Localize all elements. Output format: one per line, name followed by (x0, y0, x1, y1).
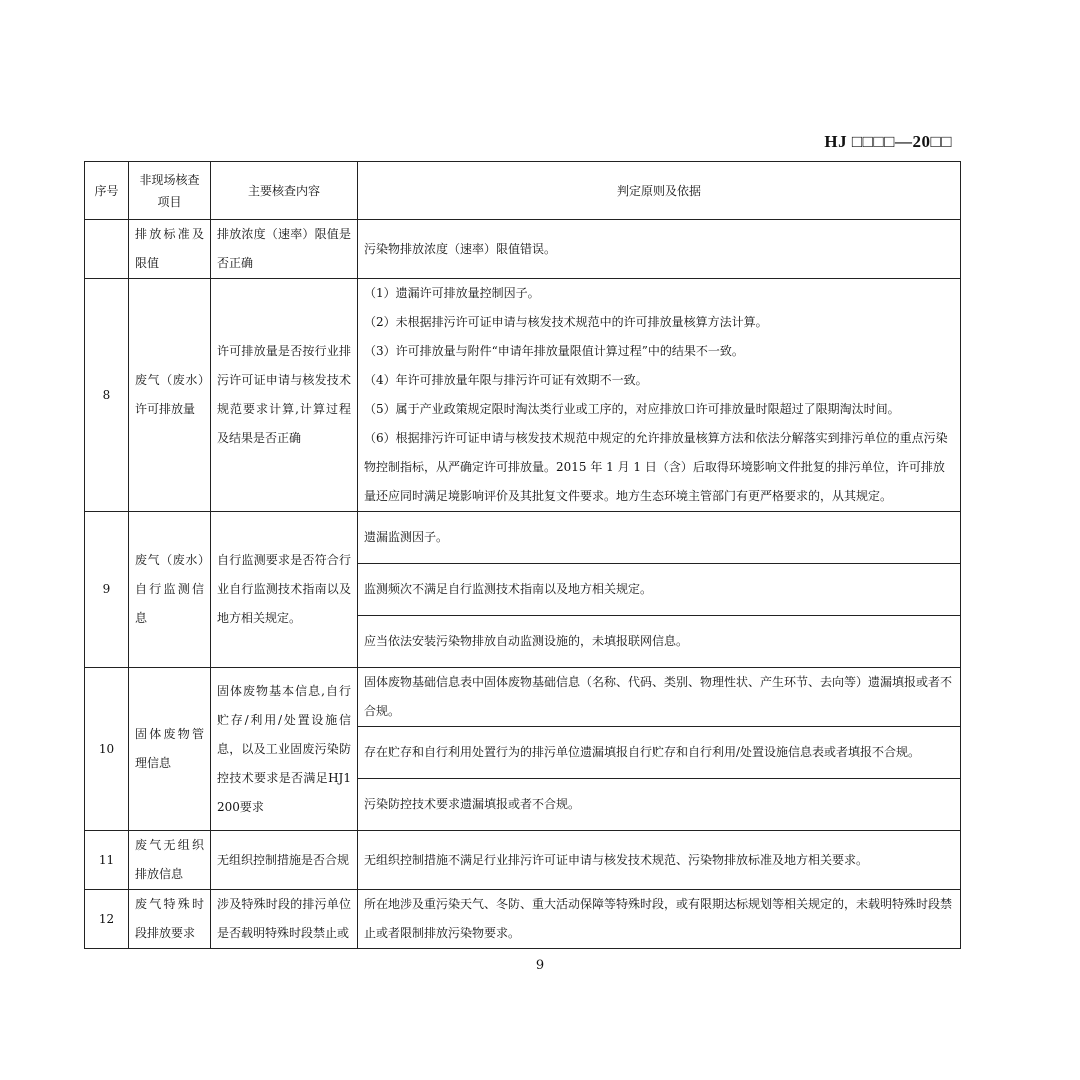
table-row (85, 220, 961, 279)
row-number: 9 (85, 512, 129, 668)
row-item: 固体废物管理信息 (129, 668, 211, 831)
row-criteria (358, 279, 961, 512)
row-criteria: 存在贮存和自行利用处置行为的排污单位遗漏填报自行贮存和自行利用/处置设施信息表或者填报不合规。 (358, 727, 961, 779)
row-item: 废气无组织排放信息 (129, 831, 211, 890)
column-header-item: 非现场核查项目 (129, 162, 211, 220)
row-content: 自行监测要求是否符合行业自行监测技术指南以及地方相关规定。 (211, 512, 358, 668)
row-criteria: 应当依法安装污染物排放自动监测设施的，未填报联网信息。 (358, 616, 961, 668)
table-row (85, 512, 961, 564)
column-header-content: 主要核查内容 (211, 162, 358, 220)
criteria-line: （2）未根据排污许可证申请与核发技术规范中的许可排放量核算方法计算。 (364, 315, 768, 329)
row-content: 涉及特殊时段的排污单位是否载明特殊时段禁止或 (211, 890, 358, 949)
row-number: 8 (85, 279, 129, 512)
row-item: 排放标准及限值 (129, 220, 211, 279)
row-criteria: 监测频次不满足自行监测技术指南以及地方相关规定。 (358, 564, 961, 616)
column-header-criteria: 判定原则及依据 (358, 162, 961, 220)
row-criteria: 无组织控制措施不满足行业排污许可证申请与核发技术规范、污染物排放标准及地方相关要求。 (358, 831, 961, 890)
row-criteria: 污染物排放浓度（速率）限值错误。 (358, 220, 961, 279)
row-content: 无组织控制措施是否合规 (211, 831, 358, 890)
row-item: 废气（废水）自行监测信息 (129, 512, 211, 668)
criteria-line: （6）根据排污许可证申请与核发技术规范中规定的允许排放量核算方法和依法分解落实到排污单位的重点污染物控制指标，从严确定许可排放量。2015 年 1 月 1 日（含）后取得环境影响文件批复的排污单位，许可排放量还应同时满足境影响评价及其批复文件要求。地方生态环境主管部门有更严格要求的，从其规定。 (364, 431, 948, 503)
document-code: HJ □□□□—20□□ (824, 132, 952, 151)
page-number: 9 (535, 958, 545, 973)
row-content: 许可排放量是否按行业排污许可证申请与核发技术规范要求计算,计算过程及结果是否正确 (211, 279, 358, 512)
criteria-line: （5）属于产业政策规定限时淘汰类行业或工序的，对应排放口许可排放量时限超过了限期淘汰时间。 (364, 402, 900, 416)
row-criteria: 遗漏监测因子。 (358, 512, 961, 564)
row-number (85, 220, 129, 279)
row-criteria: 所在地涉及重污染天气、冬防、重大活动保障等特殊时段，或有限期达标规划等相关规定的，未载明特殊时段禁止或者限制排放污染物要求。 (358, 890, 961, 949)
check-table (84, 161, 961, 949)
table-row (85, 831, 961, 890)
row-item: 废气特殊时段排放要求 (129, 890, 211, 949)
table-row (85, 668, 961, 727)
table-row (85, 890, 961, 949)
criteria-line: （4）年许可排放量年限与排污许可证有效期不一致。 (364, 373, 648, 387)
criteria-line: （3）许可排放量与附件“申请年排放量限值计算过程”中的结果不一致。 (364, 344, 744, 358)
row-content: 固体废物基本信息,自行贮存/利用/处置设施信息，以及工业固废污染防控技术要求是否满足HJ1200要求 (211, 668, 358, 831)
row-criteria: 污染防控技术要求遗漏填报或者不合规。 (358, 779, 961, 831)
table-row (85, 279, 961, 512)
row-number: 12 (85, 890, 129, 949)
row-criteria: 固体废物基础信息表中固体废物基础信息（名称、代码、类别、物理性状、产生环节、去向等）遗漏填报或者不合规。 (358, 668, 961, 727)
row-item: 废气（废水）许可排放量 (129, 279, 211, 512)
row-number: 10 (85, 668, 129, 831)
column-header-no: 序号 (85, 162, 129, 220)
table-header-row (85, 162, 961, 220)
row-content: 排放浓度（速率）限值是否正确 (211, 220, 358, 279)
row-number: 11 (85, 831, 129, 890)
criteria-line: （1）遗漏许可排放量控制因子。 (364, 286, 540, 300)
